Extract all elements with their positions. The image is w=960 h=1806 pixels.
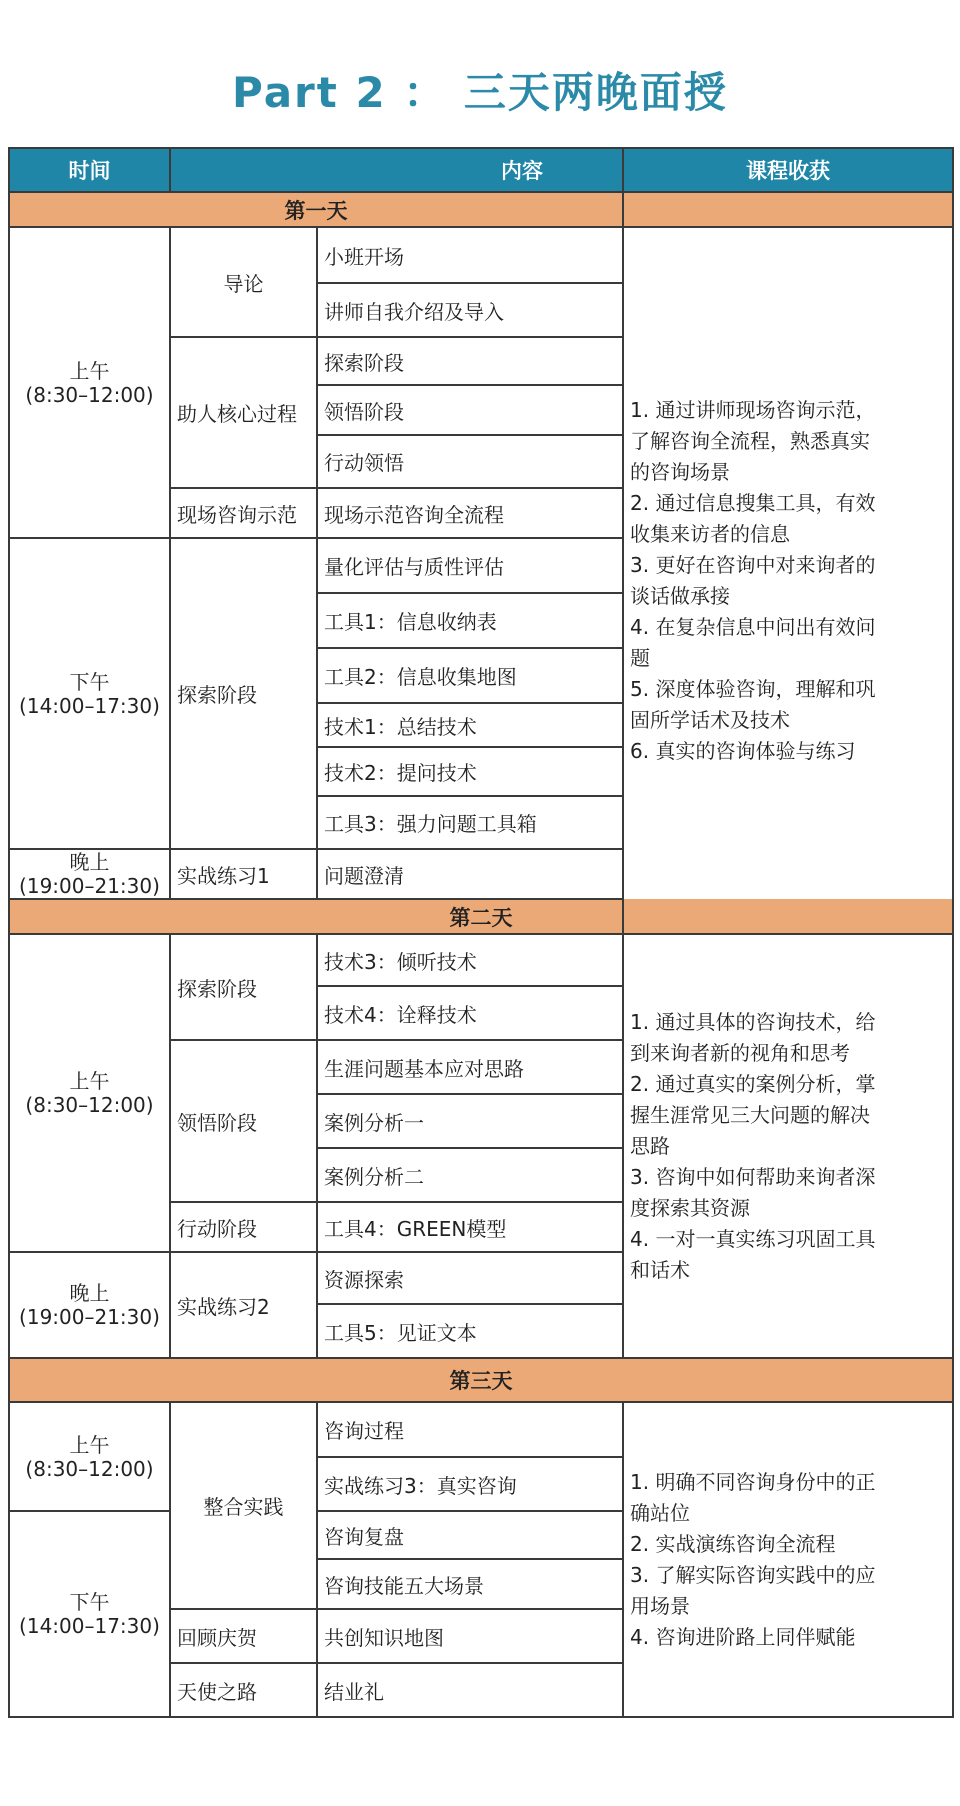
day1-item: 现场示范咨询全流程 bbox=[317, 488, 623, 538]
schedule-table bbox=[8, 147, 954, 1718]
gain-line: 3. 咨询中如何帮助来询者深 bbox=[630, 1164, 876, 1189]
day2-item: 工具4：GREEN模型 bbox=[317, 1202, 623, 1252]
gain-line: 谈话做承接 bbox=[630, 583, 730, 608]
day-row bbox=[9, 192, 953, 227]
gain-line: 2. 通过信息搜集工具，有效 bbox=[630, 490, 876, 515]
time-label: 晚上 bbox=[69, 1281, 110, 1305]
day2-item: 案例分析一 bbox=[317, 1094, 623, 1148]
day1-item: 技术1：总结技术 bbox=[317, 703, 623, 747]
day1-morning-time bbox=[9, 227, 170, 538]
day-row bbox=[9, 1358, 953, 1402]
day3-section-angel: 天使之路 bbox=[170, 1663, 317, 1717]
gain-line: 确站位 bbox=[630, 1500, 690, 1525]
table-header-row bbox=[9, 148, 953, 192]
gain-line: 用场景 bbox=[630, 1593, 690, 1618]
day3-item: 结业礼 bbox=[317, 1663, 623, 1717]
day1-label: 第一天 bbox=[9, 192, 623, 227]
gain-line: 4. 一对一真实练习巩固工具 bbox=[630, 1226, 876, 1251]
day1-section-intro: 导论 bbox=[170, 227, 317, 337]
day2-item: 技术3：倾听技术 bbox=[317, 934, 623, 986]
day3-afternoon-time bbox=[9, 1511, 170, 1717]
time-range: (8:30–12:00) bbox=[25, 382, 154, 407]
time-label: 下午 bbox=[69, 669, 110, 694]
time-range: (14:00–17:30) bbox=[19, 1614, 160, 1638]
day1-item: 量化评估与质性评估 bbox=[317, 538, 623, 593]
time-label: 晚上 bbox=[69, 850, 110, 874]
table-row bbox=[9, 934, 953, 986]
gain-line: 2. 实战演练咨询全流程 bbox=[630, 1531, 836, 1556]
gain-line: 4. 咨询进阶路上同伴赋能 bbox=[630, 1624, 856, 1649]
gain-line: 的咨询场景 bbox=[630, 459, 730, 484]
time-label: 上午 bbox=[69, 1432, 110, 1457]
gain-line: 握生涯常见三大问题的解决 bbox=[630, 1102, 870, 1127]
gain-line: 固所学话术及技术 bbox=[630, 707, 790, 732]
gain-line: 6. 真实的咨询体验与练习 bbox=[630, 738, 856, 763]
day3-item: 共创知识地图 bbox=[317, 1609, 623, 1663]
day2-morning-time bbox=[9, 934, 170, 1252]
day2-gains bbox=[623, 934, 953, 1358]
day1-section-practice: 实战练习1 bbox=[170, 849, 317, 899]
gain-line: 和话术 bbox=[630, 1257, 690, 1282]
day1-item: 技术2：提问技术 bbox=[317, 747, 623, 796]
table-row bbox=[9, 1402, 953, 1457]
gain-line: 度探索其资源 bbox=[630, 1195, 750, 1220]
day3-item: 实战练习3：真实咨询 bbox=[317, 1457, 623, 1511]
day1-evening-time bbox=[9, 849, 170, 899]
header-content: 内容 bbox=[170, 148, 623, 192]
table-row bbox=[9, 227, 953, 283]
gain-line: 2. 通过真实的案例分析，掌 bbox=[630, 1071, 876, 1096]
day2-item: 生涯问题基本应对思路 bbox=[317, 1040, 623, 1094]
time-range: (19:00–21:30) bbox=[19, 1305, 160, 1329]
day2-evening-time bbox=[9, 1252, 170, 1358]
gain-line: 到来询者新的视角和思考 bbox=[630, 1040, 850, 1065]
gain-line: 思路 bbox=[630, 1133, 670, 1158]
day2-label: 第二天 bbox=[9, 899, 953, 934]
day3-morning-time bbox=[9, 1402, 170, 1511]
gain-line: 5. 深度体验咨询，理解和巩 bbox=[630, 676, 876, 701]
day1-afternoon-time bbox=[9, 538, 170, 849]
day-row bbox=[9, 899, 953, 934]
day1-label-gain-cell bbox=[623, 192, 953, 227]
day1-section-explore: 探索阶段 bbox=[170, 538, 317, 849]
day1-item: 探索阶段 bbox=[317, 337, 623, 385]
day1-item: 行动领悟 bbox=[317, 435, 623, 488]
gain-line: 3. 了解实际咨询实践中的应 bbox=[630, 1562, 876, 1587]
gain-line: 收集来访者的信息 bbox=[630, 521, 790, 546]
header-time: 时间 bbox=[9, 148, 170, 192]
day2-item: 案例分析二 bbox=[317, 1148, 623, 1202]
day3-item: 咨询技能五大场景 bbox=[317, 1559, 623, 1609]
day2-section-explore: 探索阶段 bbox=[170, 934, 317, 1040]
day2-item: 技术4：诠释技术 bbox=[317, 986, 623, 1040]
day3-section-review: 回顾庆贺 bbox=[170, 1609, 317, 1663]
day3-item: 咨询过程 bbox=[317, 1402, 623, 1457]
header-gain: 课程收获 bbox=[623, 148, 953, 192]
day1-section-core: 助人核心过程 bbox=[170, 337, 317, 488]
gain-line: 3. 更好在咨询中对来询者的 bbox=[630, 552, 876, 577]
gain-line: 1. 通过具体的咨询技术，给 bbox=[630, 1009, 876, 1034]
day1-item: 工具3：强力问题工具箱 bbox=[317, 796, 623, 849]
gain-line: 4. 在复杂信息中问出有效问 bbox=[630, 614, 876, 639]
day3-label: 第三天 bbox=[9, 1358, 953, 1402]
day2-section-insight: 领悟阶段 bbox=[170, 1040, 317, 1202]
day2-section-practice: 实战练习2 bbox=[170, 1252, 317, 1358]
gain-line: 1. 通过讲师现场咨询示范， bbox=[630, 397, 876, 422]
day3-section-integrate: 整合实践 bbox=[170, 1402, 317, 1609]
day3-gains bbox=[623, 1402, 953, 1717]
day2-item: 资源探索 bbox=[317, 1252, 623, 1304]
time-range: (8:30–12:00) bbox=[25, 1093, 154, 1117]
day1-item: 小班开场 bbox=[317, 227, 623, 283]
time-label: 上午 bbox=[69, 358, 110, 383]
day1-item: 问题澄清 bbox=[317, 849, 623, 899]
day2-item: 工具5：见证文本 bbox=[317, 1304, 623, 1358]
day2-section-action: 行动阶段 bbox=[170, 1202, 317, 1252]
time-label: 下午 bbox=[69, 1590, 110, 1614]
page-title: Part 2 ： 三天两晚面授 bbox=[232, 68, 728, 117]
time-range: (8:30–12:00) bbox=[25, 1456, 154, 1481]
gain-line: 1. 明确不同咨询身份中的正 bbox=[630, 1469, 876, 1494]
day1-gains bbox=[623, 227, 953, 934]
day1-item: 工具1：信息收纳表 bbox=[317, 593, 623, 648]
time-label: 上午 bbox=[69, 1069, 110, 1093]
day1-item: 领悟阶段 bbox=[317, 385, 623, 435]
day3-item: 咨询复盘 bbox=[317, 1511, 623, 1559]
day1-section-demo: 现场咨询示范 bbox=[170, 488, 317, 538]
day1-item: 讲师自我介绍及导入 bbox=[317, 283, 623, 337]
gain-line: 了解咨询全流程，熟悉真实 bbox=[630, 428, 870, 453]
day1-item: 工具2：信息收集地图 bbox=[317, 648, 623, 703]
gain-line: 题 bbox=[630, 645, 650, 670]
time-range: (14:00–17:30) bbox=[19, 693, 160, 718]
time-range: (19:00–21:30) bbox=[19, 874, 160, 898]
